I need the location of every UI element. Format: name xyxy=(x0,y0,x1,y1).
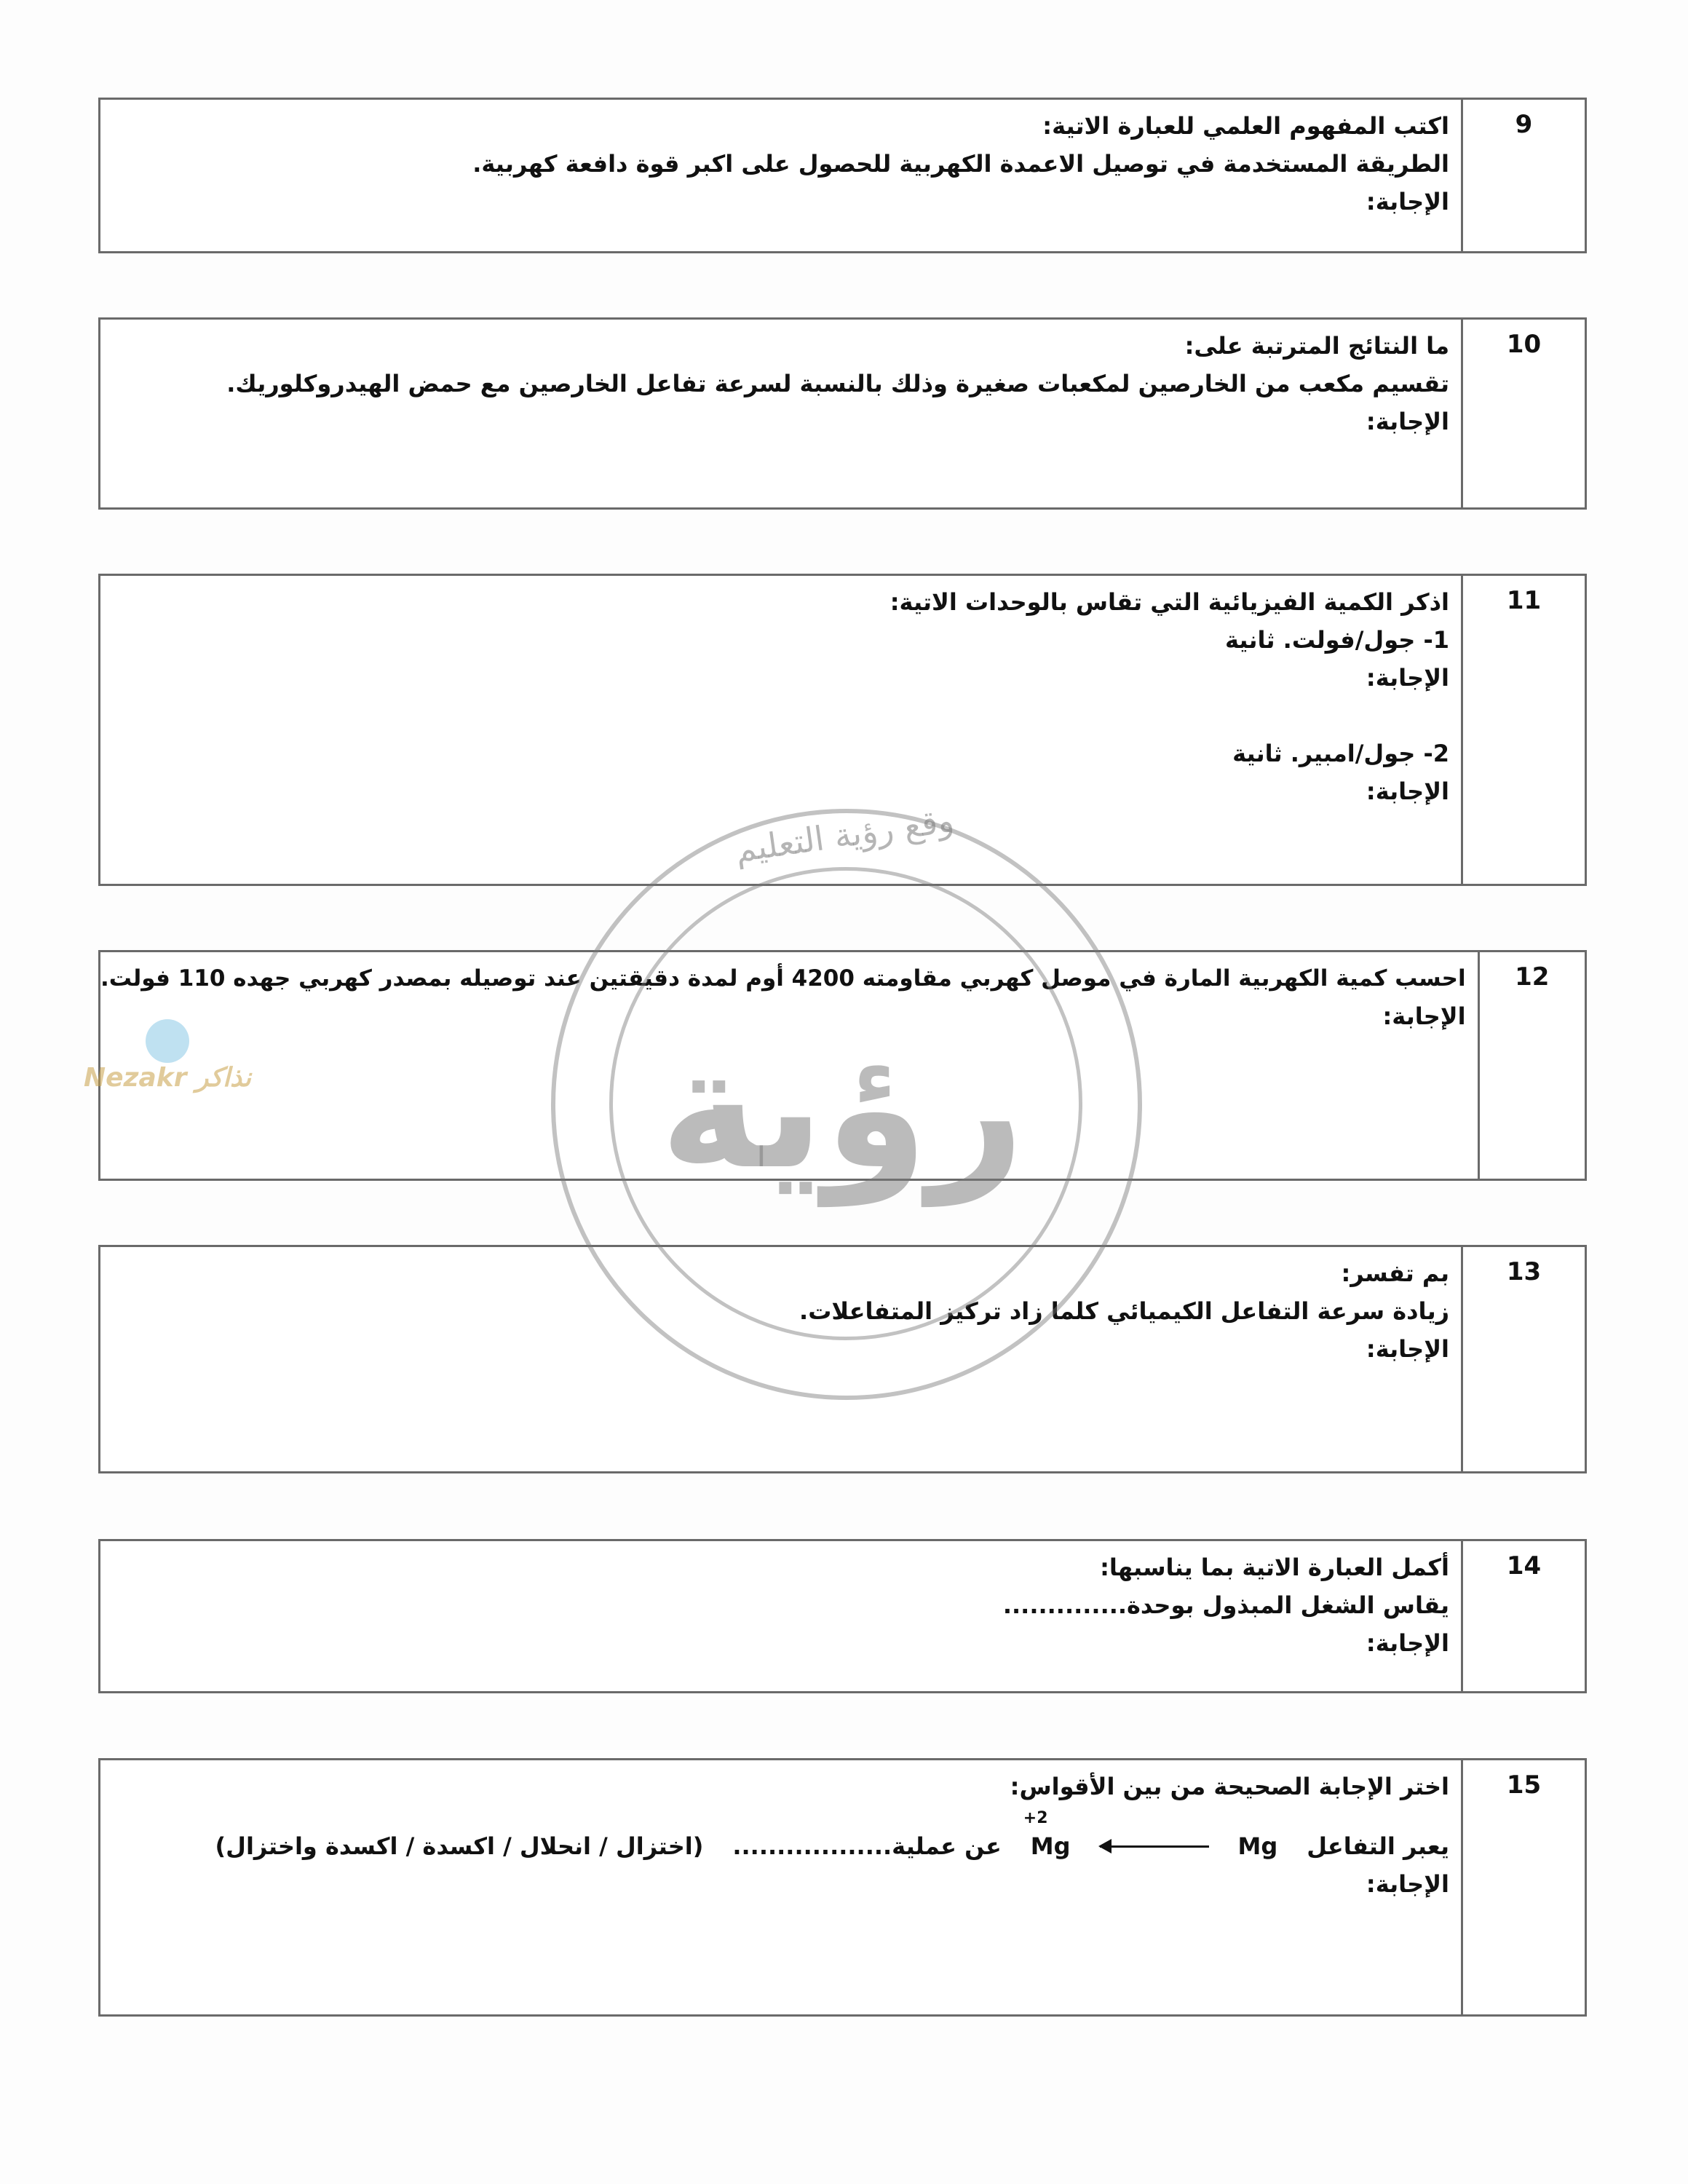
question-prompt: ما النتائج المترتبة على: xyxy=(1184,332,1449,360)
question-prompt: بم تفسر: xyxy=(1341,1259,1449,1287)
reaction-arrow-icon xyxy=(1100,1845,1209,1848)
question-statement: يقاس الشغل المبذول بوحدة.............. xyxy=(1002,1591,1449,1619)
product-charge: +2 xyxy=(1023,1809,1048,1827)
answer-label: الإجابة: xyxy=(1366,664,1449,692)
answer-label: الإجابة: xyxy=(1366,188,1449,215)
question-prompt: اختر الإجابة الصحيحة من بين الأقواس: xyxy=(1010,1773,1449,1800)
answer-label: الإجابة: xyxy=(1366,1335,1449,1363)
question-number: 14 xyxy=(1461,1541,1585,1691)
answer-label: الإجابة: xyxy=(1366,1629,1449,1657)
question-item-1: 1- جول/فولت. ثانية xyxy=(1225,626,1449,654)
question-prompt: اكتب المفهوم العلمي للعبارة الاتية: xyxy=(1042,112,1449,140)
question-15 xyxy=(98,1758,1587,2017)
reaction-equation xyxy=(112,1809,1449,1865)
reactant: Mg xyxy=(1237,1832,1278,1860)
question-statement: تقسيم مكعب من الخارصين لمكعبات صغيرة وذلك بالنسبة لسرعة تفاعل الخارصين مع حمض الهيدروكلوريك. xyxy=(226,370,1449,397)
question-number: 13 xyxy=(1461,1247,1585,1471)
question-prompt: احسب كمية الكهربية المارة في موصل كهربي مقاومته 4200 أوم لمدة دقيقتين عند توصيله بمصدر كهربي جهده 110 فولت. xyxy=(100,965,1466,992)
answer-label: الإجابة: xyxy=(1366,778,1449,805)
logo-text: Nezakr نذاكر xyxy=(84,1063,251,1093)
question-9 xyxy=(98,98,1587,253)
answer-label: الإجابة: xyxy=(1366,1870,1449,1898)
product-symbol: Mg xyxy=(1030,1832,1071,1860)
question-10 xyxy=(98,317,1587,510)
choices: (اختزال / انحلال / اكسدة / اكسدة واختزال) xyxy=(215,1832,704,1860)
nezakr-logo xyxy=(58,1019,277,1093)
question-prompt: أكمل العبارة الاتية بما يناسبها: xyxy=(1100,1554,1449,1581)
question-14 xyxy=(98,1539,1587,1693)
question-item-2: 2- جول/امبير. ثانية xyxy=(1232,740,1449,767)
question-prompt: اذكر الكمية الفيزيائية التي تقاس بالوحدات الاتية: xyxy=(889,588,1449,616)
question-number: 9 xyxy=(1461,100,1585,251)
graduate-icon xyxy=(146,1019,189,1063)
answer-label: الإجابة: xyxy=(1382,1002,1466,1030)
question-statement: زيادة سرعة التفاعل الكيميائي كلما زاد تركيز المتفاعلات. xyxy=(799,1297,1449,1325)
answer-label: الإجابة: xyxy=(1366,408,1449,435)
watermark-main-text: رؤية xyxy=(659,1012,1025,1206)
equation-prefix: يعبر التفاعل xyxy=(1307,1832,1449,1860)
question-13 xyxy=(98,1245,1587,1473)
question-number: 12 xyxy=(1478,952,1585,1179)
blank-text: عن عملية.................. xyxy=(732,1832,1002,1860)
watermark-arc-text: وقع رؤية التعليم xyxy=(732,800,956,870)
question-statement: الطريقة المستخدمة في توصيل الاعمدة الكهربية للحصول على اكبر قوة دافعة كهربية. xyxy=(472,150,1449,178)
question-number: 15 xyxy=(1461,1760,1585,2014)
product xyxy=(1023,1809,1071,1865)
question-number: 10 xyxy=(1461,320,1585,507)
question-number: 11 xyxy=(1461,576,1585,884)
